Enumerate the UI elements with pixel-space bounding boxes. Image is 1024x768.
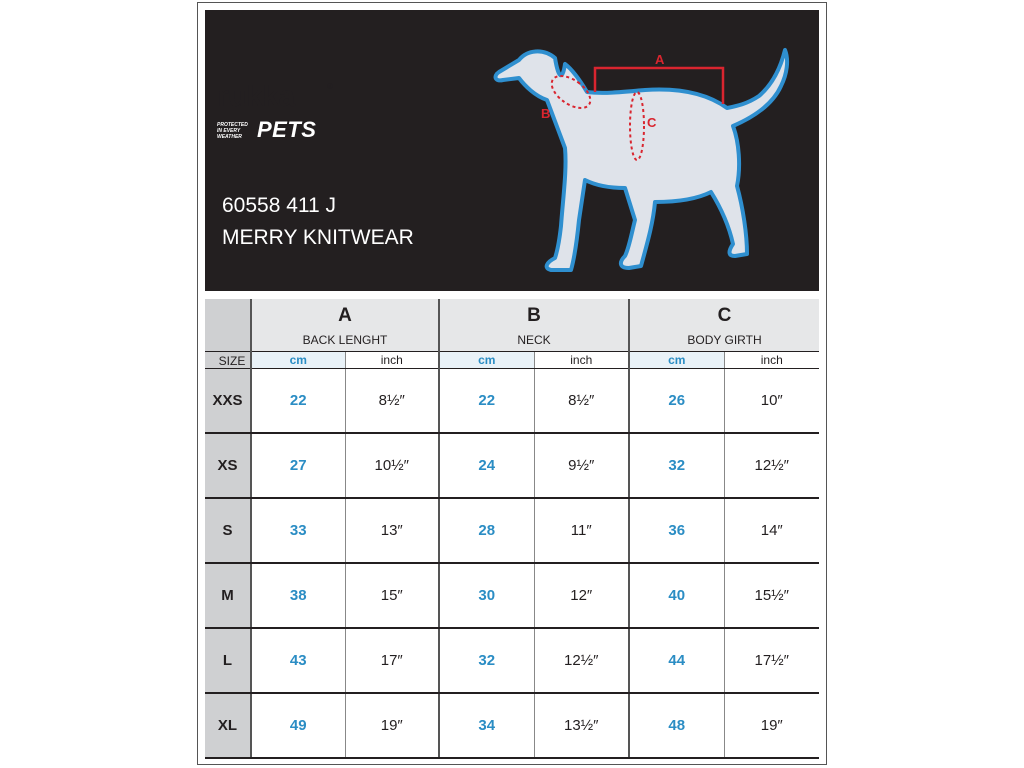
table-cell: 12″ <box>534 563 629 628</box>
table-cell: 32 <box>439 628 534 693</box>
table-row <box>205 628 819 693</box>
label-c: C <box>647 115 657 130</box>
unit-cm: cm <box>629 352 724 369</box>
table-cell: 22 <box>251 369 345 434</box>
table-cell: 19″ <box>724 693 819 758</box>
size-label: S <box>205 498 251 563</box>
table-cell: 12½″ <box>534 628 629 693</box>
table-cell: 40 <box>629 563 724 628</box>
unit-inch: inch <box>534 352 629 369</box>
table-cell: 34 <box>439 693 534 758</box>
tagline-line: PROTECTED <box>217 122 248 128</box>
table-cell: 36 <box>629 498 724 563</box>
group-header-a <box>251 299 439 352</box>
table-cell: 17½″ <box>724 628 819 693</box>
registered-mark: ® <box>327 82 333 91</box>
size-column-header: SIZE <box>205 352 251 369</box>
table-cell: 12½″ <box>724 433 819 498</box>
table-cell: 44 <box>629 628 724 693</box>
table-cell: 49 <box>251 693 345 758</box>
table-cell: 8½″ <box>345 369 439 434</box>
product-code: 60558 411 J <box>222 194 337 217</box>
table-row <box>205 498 819 563</box>
table-cell: 17″ <box>345 628 439 693</box>
tagline-line: IN EVERY <box>217 128 241 134</box>
group-letter: B <box>527 305 541 326</box>
table-cell: 19″ <box>345 693 439 758</box>
table-cell: 26 <box>629 369 724 434</box>
unit-cm: cm <box>439 352 534 369</box>
table-cell: 28 <box>439 498 534 563</box>
size-label: XXS <box>205 369 251 434</box>
brand-name: rukka <box>217 80 295 113</box>
table-cell: 48 <box>629 693 724 758</box>
product-name: MERRY KNITWEAR <box>222 226 414 249</box>
table-row <box>205 433 819 498</box>
unit-inch: inch <box>724 352 819 369</box>
size-header-blank <box>205 299 251 352</box>
table-cell: 11″ <box>534 498 629 563</box>
group-header-b <box>439 299 629 352</box>
size-label: L <box>205 628 251 693</box>
dog-silhouette-icon <box>496 50 788 270</box>
table-cell: 24 <box>439 433 534 498</box>
tagline-line: WEATHER <box>217 134 242 140</box>
table-cell: 22 <box>439 369 534 434</box>
group-name: NECK <box>517 333 551 347</box>
table-cell: 8½″ <box>534 369 629 434</box>
header-banner <box>205 10 819 291</box>
dog-measurement-diagram <box>485 30 795 280</box>
table-cell: 15½″ <box>724 563 819 628</box>
unit-inch: inch <box>345 352 439 369</box>
table-cell: 13″ <box>345 498 439 563</box>
group-name: BACK LENGHT <box>302 333 388 347</box>
unit-cm: cm <box>251 352 345 369</box>
group-name: BODY GIRTH <box>687 333 762 347</box>
table-cell: 33 <box>251 498 345 563</box>
brand-sub: PETS <box>257 117 317 142</box>
table-cell: 30 <box>439 563 534 628</box>
table-row <box>205 693 819 758</box>
size-label: XS <box>205 433 251 498</box>
table-cell: 43 <box>251 628 345 693</box>
table-cell: 38 <box>251 563 345 628</box>
table-cell: 27 <box>251 433 345 498</box>
size-label: M <box>205 563 251 628</box>
table-cell: 15″ <box>345 563 439 628</box>
table-cell: 32 <box>629 433 724 498</box>
table-cell: 10″ <box>724 369 819 434</box>
table-row <box>205 563 819 628</box>
table-cell: 13½″ <box>534 693 629 758</box>
label-a: A <box>655 52 665 67</box>
table-cell: 10½″ <box>345 433 439 498</box>
brand-tagline <box>217 122 257 140</box>
label-b: B <box>541 106 551 121</box>
size-label: XL <box>205 693 251 758</box>
table-cell: 14″ <box>724 498 819 563</box>
group-header-row <box>205 299 819 352</box>
group-letter: A <box>338 305 352 326</box>
group-letter: C <box>717 305 732 326</box>
size-table <box>205 299 819 759</box>
table-row <box>205 369 819 434</box>
unit-header-row <box>205 352 819 369</box>
group-header-c <box>629 299 819 352</box>
table-cell: 9½″ <box>534 433 629 498</box>
